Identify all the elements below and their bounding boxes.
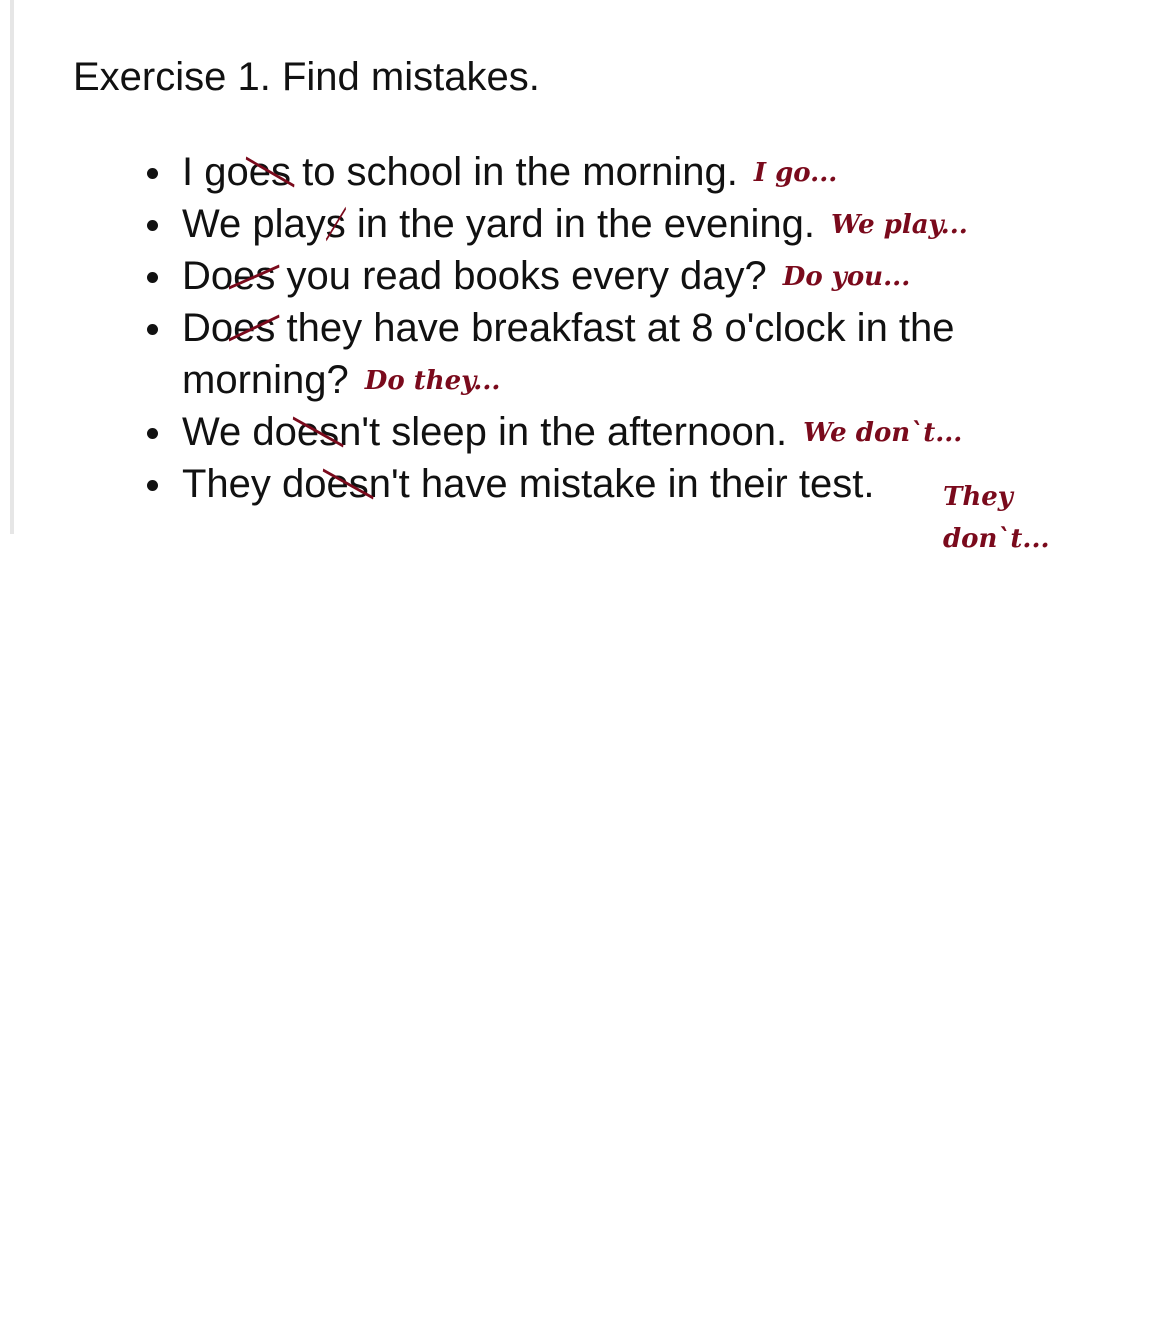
sentence-text: Do — [182, 254, 234, 298]
handwritten-correction: I go... — [753, 158, 838, 188]
crossed-out-text: es — [297, 410, 339, 454]
bullet-icon — [147, 220, 158, 231]
sentence-text: n't have mistake in their test. — [368, 462, 875, 506]
handwritten-correction: They don`t... — [943, 482, 1050, 554]
crossed-out-text: es — [233, 306, 275, 350]
crossed-out-text: es — [249, 150, 291, 194]
mistakes-list — [73, 146, 1082, 510]
crossed-out-text: s — [325, 202, 346, 246]
sentence-text: We do — [182, 410, 297, 454]
handwritten-correction: Do you... — [782, 262, 911, 292]
exercise-title: Exercise 1. Find mistakes. — [73, 55, 540, 99]
sentence-text: They do — [182, 462, 327, 506]
bullet-icon — [147, 272, 158, 283]
handwritten-correction: Do they... — [364, 366, 501, 396]
list-item — [182, 198, 1082, 250]
sentence-text: to school in the morning. — [290, 150, 738, 194]
sentence-text: in the yard in the evening. — [345, 202, 815, 246]
crossed-out-text: es — [327, 462, 369, 506]
sentence-text: We play — [182, 202, 326, 246]
sentence-text: you read books every day? — [275, 254, 767, 298]
sentence-text: n't sleep in the afternoon. — [339, 410, 788, 454]
list-item — [182, 406, 1082, 458]
bullet-icon — [147, 168, 158, 179]
list-item — [182, 302, 962, 406]
bullet-icon — [147, 428, 158, 439]
handwritten-correction: We play... — [830, 210, 968, 240]
list-item — [182, 146, 1082, 198]
sentence-text: I go — [182, 150, 249, 194]
left-border-rule — [10, 0, 14, 534]
list-item — [182, 250, 1082, 302]
handwritten-correction: We don`t... — [803, 418, 963, 448]
crossed-out-text: es — [233, 254, 275, 298]
sentence-text: they have breakfast at 8 o'clock in the morning? — [182, 306, 955, 402]
sentence-text: Do — [182, 306, 234, 350]
bullet-icon — [147, 324, 158, 335]
bullet-icon — [147, 480, 158, 491]
